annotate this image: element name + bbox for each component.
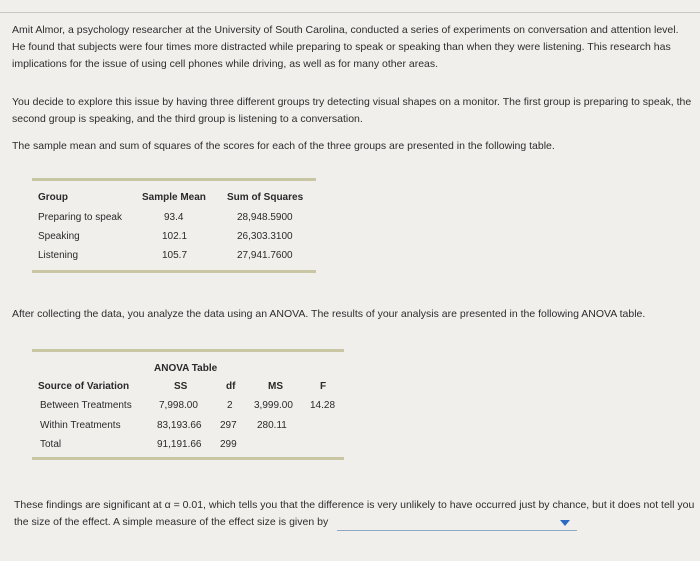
header-df: df [226, 381, 236, 392]
table-intro-paragraph: The sample mean and sum of squares of the scores for each of the three groups are presented in the following table. [12, 140, 555, 152]
anova-row-source: Total [40, 439, 62, 450]
anova-row-source: Between Treatments [40, 400, 132, 411]
header-f: F [320, 381, 327, 392]
anova-row-source: Within Treatments [40, 420, 121, 431]
anova-row-ms: 280.11 [257, 420, 287, 431]
row-group-label: Preparing to speak [38, 212, 122, 223]
anova-row-df: 299 [220, 439, 237, 450]
header-ss: SS [174, 381, 188, 392]
intro-paragraph: Amit Almor, a psychology researcher at the University of South Carolina, conducted a series of experiments on conversation and attention level. He found that subjects were four times more distracted while preparing to speak or speaking than when they were listening. This research has implications for the issue of using cell phones while driving, as well as for many other areas. [12, 24, 679, 70]
anova-row-ss: 7,998.00 [159, 400, 198, 411]
header-sample-mean: Sample Mean [142, 192, 206, 203]
row-sample-mean: 105.7 [162, 250, 188, 261]
anova-row-ms: 3,999.00 [254, 400, 293, 411]
anova-intro-paragraph: After collecting the data, you analyze the data using an ANOVA. The results of your analysis are presented in the following ANOVA table. [12, 308, 646, 320]
row-sum-of-squares: 26,303.3100 [237, 231, 293, 242]
row-sample-mean: 93.4 [164, 212, 184, 223]
anova-row-ss: 83,193.66 [157, 420, 202, 431]
header-sum-of-squares: Sum of Squares [227, 192, 304, 203]
row-sample-mean: 102.1 [162, 231, 188, 242]
setup-paragraph: You decide to explore this issue by having three different groups try detecting visual shapes on a monitor. The first group is preparing to speak, the second group is speaking, and the third group is listening to a conversation. [12, 96, 692, 125]
header-group: Group [38, 192, 68, 203]
anova-row-df: 297 [220, 420, 237, 431]
anova-bottom-rule [32, 457, 344, 460]
effect-size-answer-select[interactable] [337, 530, 577, 531]
anova-title: ANOVA Table [154, 363, 218, 374]
table-bottom-rule [32, 270, 316, 273]
row-sum-of-squares: 27,941.7600 [237, 250, 293, 261]
effect-size-question: These findings are significant at α = 0.01, which tells you that the difference is very unlikely to have occurred just by chance, but it does not tell you the size of the effect. A simple measure of the effect size is given by [14, 499, 695, 528]
row-group-label: Speaking [38, 231, 80, 242]
anova-row-f: 14.28 [310, 400, 336, 411]
header-source: Source of Variation [38, 381, 130, 392]
anova-row-ss: 91,191.66 [157, 439, 202, 450]
top-divider [0, 12, 700, 13]
row-sum-of-squares: 28,948.5900 [237, 212, 293, 223]
anova-top-rule [32, 349, 344, 352]
anova-row-df: 2 [227, 400, 233, 411]
anova-table [32, 345, 344, 465]
table-top-rule [32, 178, 316, 181]
summary-table [32, 178, 316, 274]
chevron-down-icon[interactable] [560, 520, 570, 526]
row-group-label: Listening [38, 250, 79, 261]
header-ms: MS [268, 381, 283, 392]
